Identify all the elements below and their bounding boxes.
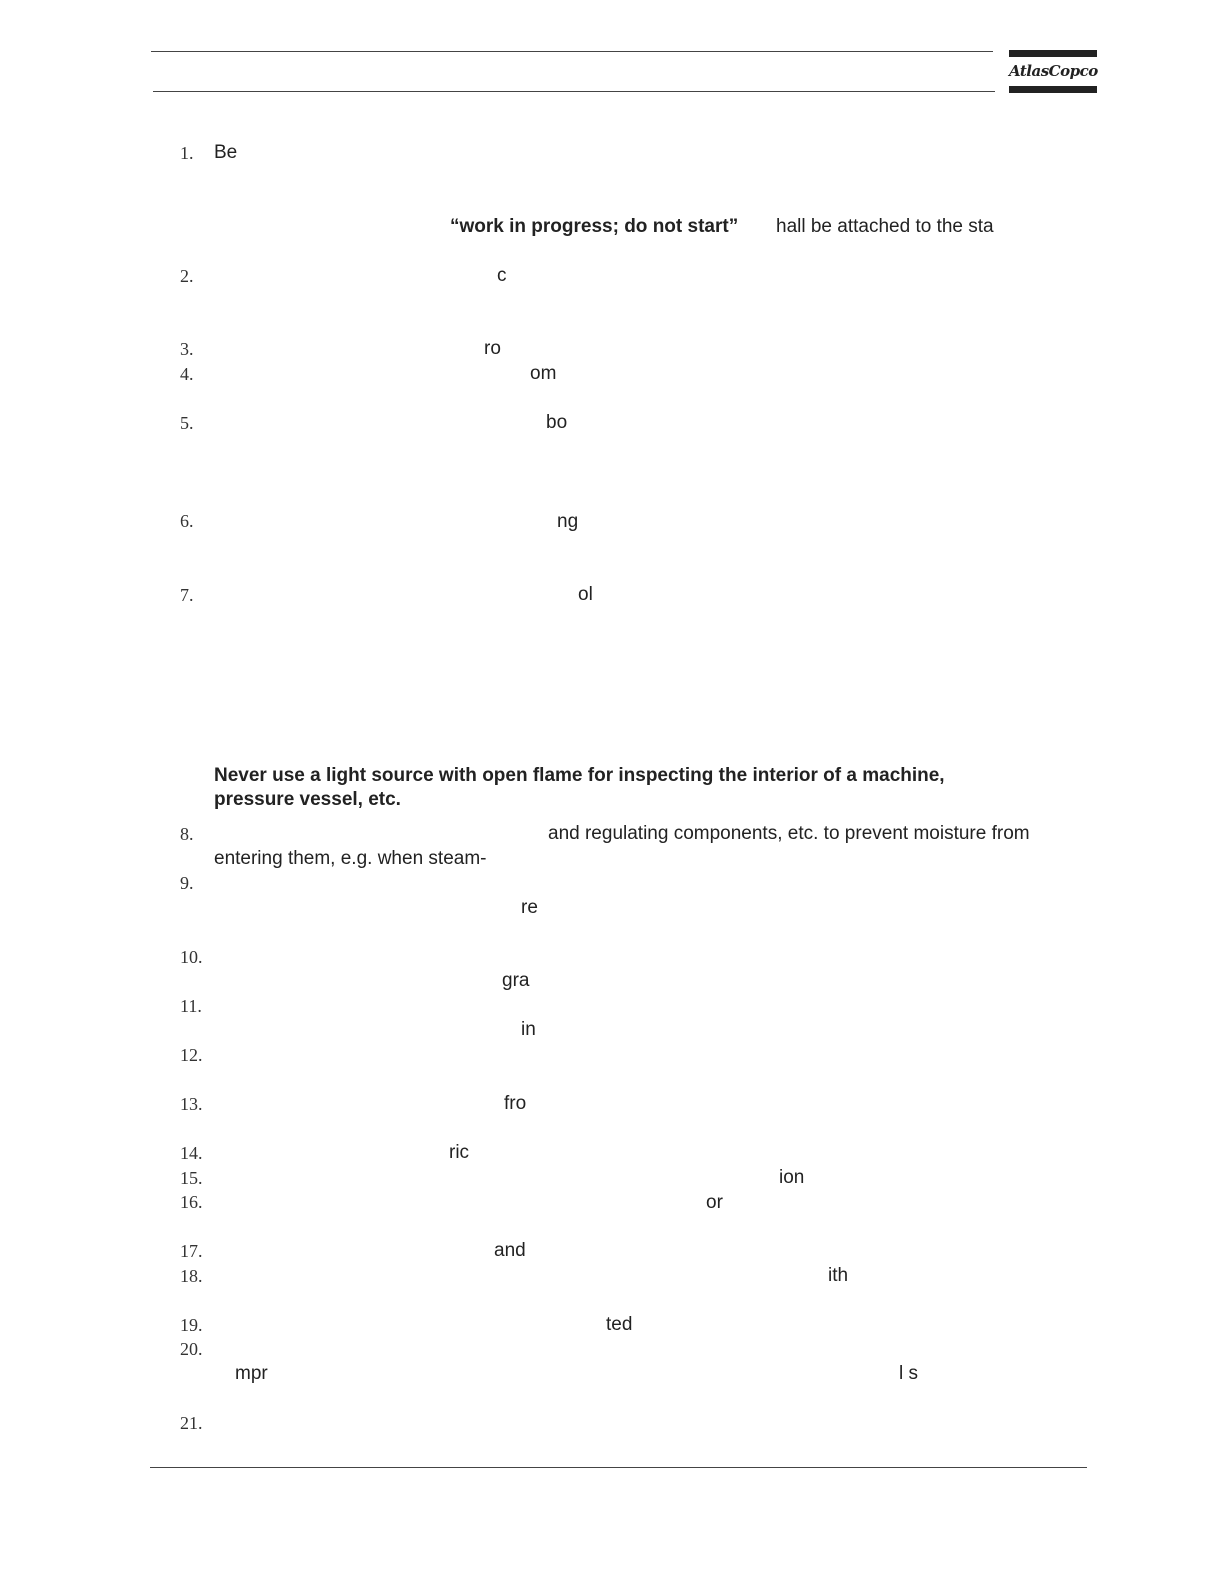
item-number-9: 9. <box>180 873 194 893</box>
item-number-6: 6. <box>180 511 194 531</box>
item-number-15: 15. <box>180 1168 203 1188</box>
item-8-line-1: and regulating components, etc. to prevent moisture from <box>548 823 1030 844</box>
item-1-sign-rest: hall be attached to the sta <box>776 216 994 237</box>
item-number-3: 3. <box>180 339 194 359</box>
item-15-text: ion <box>779 1167 805 1188</box>
item-number-7: 7. <box>180 585 194 605</box>
item-19-text: ted <box>606 1314 633 1335</box>
header-rule-top <box>151 51 993 52</box>
item-2-text: c <box>497 265 507 286</box>
item-number-11: 11. <box>180 996 202 1016</box>
item-number-2: 2. <box>180 266 194 286</box>
item-1-text: Be <box>214 142 238 163</box>
item-9-text: re <box>521 897 538 918</box>
item-17-text: and <box>494 1240 526 1261</box>
item-number-17: 17. <box>180 1241 203 1261</box>
warning-line-1: Never use a light source with open flame for inspecting the interior of a machine, <box>214 765 945 786</box>
item-number-1: 1. <box>180 143 194 163</box>
item-13-text: fro <box>504 1093 527 1114</box>
item-20-text-a: mpr <box>235 1363 268 1384</box>
item-number-12: 12. <box>180 1045 203 1065</box>
atlas-copco-logo <box>1009 50 1097 93</box>
footer-rule <box>150 1467 1087 1468</box>
logo-bar-bottom <box>1009 86 1097 93</box>
item-5-text: bo <box>546 412 568 433</box>
item-8-line-2: entering them, e.g. when steam- <box>214 848 487 869</box>
item-number-20: 20. <box>180 1339 203 1359</box>
item-number-19: 19. <box>180 1315 203 1335</box>
item-4-text: om <box>530 363 557 384</box>
item-18-text: ith <box>828 1265 849 1286</box>
item-number-16: 16. <box>180 1192 203 1212</box>
item-number-13: 13. <box>180 1094 203 1114</box>
item-number-8: 8. <box>180 824 194 844</box>
item-1-sign-text: “work in progress; do not start” <box>450 216 739 237</box>
item-16-text: or <box>706 1192 723 1213</box>
warning-line-2: pressure vessel, etc. <box>214 789 401 810</box>
header-rule-bottom <box>153 91 995 92</box>
item-number-18: 18. <box>180 1266 203 1286</box>
item-20-text-b: l s <box>899 1363 918 1384</box>
logo-wordmark: AtlasCopco <box>1009 62 1098 80</box>
item-number-14: 14. <box>180 1143 203 1163</box>
item-10-text: gra <box>502 970 530 991</box>
item-number-10: 10. <box>180 947 203 967</box>
item-3-text: ro <box>484 338 501 359</box>
item-7-text: ol <box>578 584 593 605</box>
logo-bar-top <box>1009 50 1097 57</box>
item-number-4: 4. <box>180 364 194 384</box>
item-11-text: in <box>521 1019 536 1040</box>
item-number-5: 5. <box>180 413 194 433</box>
item-number-21: 21. <box>180 1413 203 1433</box>
item-14-text: ric <box>449 1142 470 1163</box>
item-6-text: ng <box>557 511 579 532</box>
